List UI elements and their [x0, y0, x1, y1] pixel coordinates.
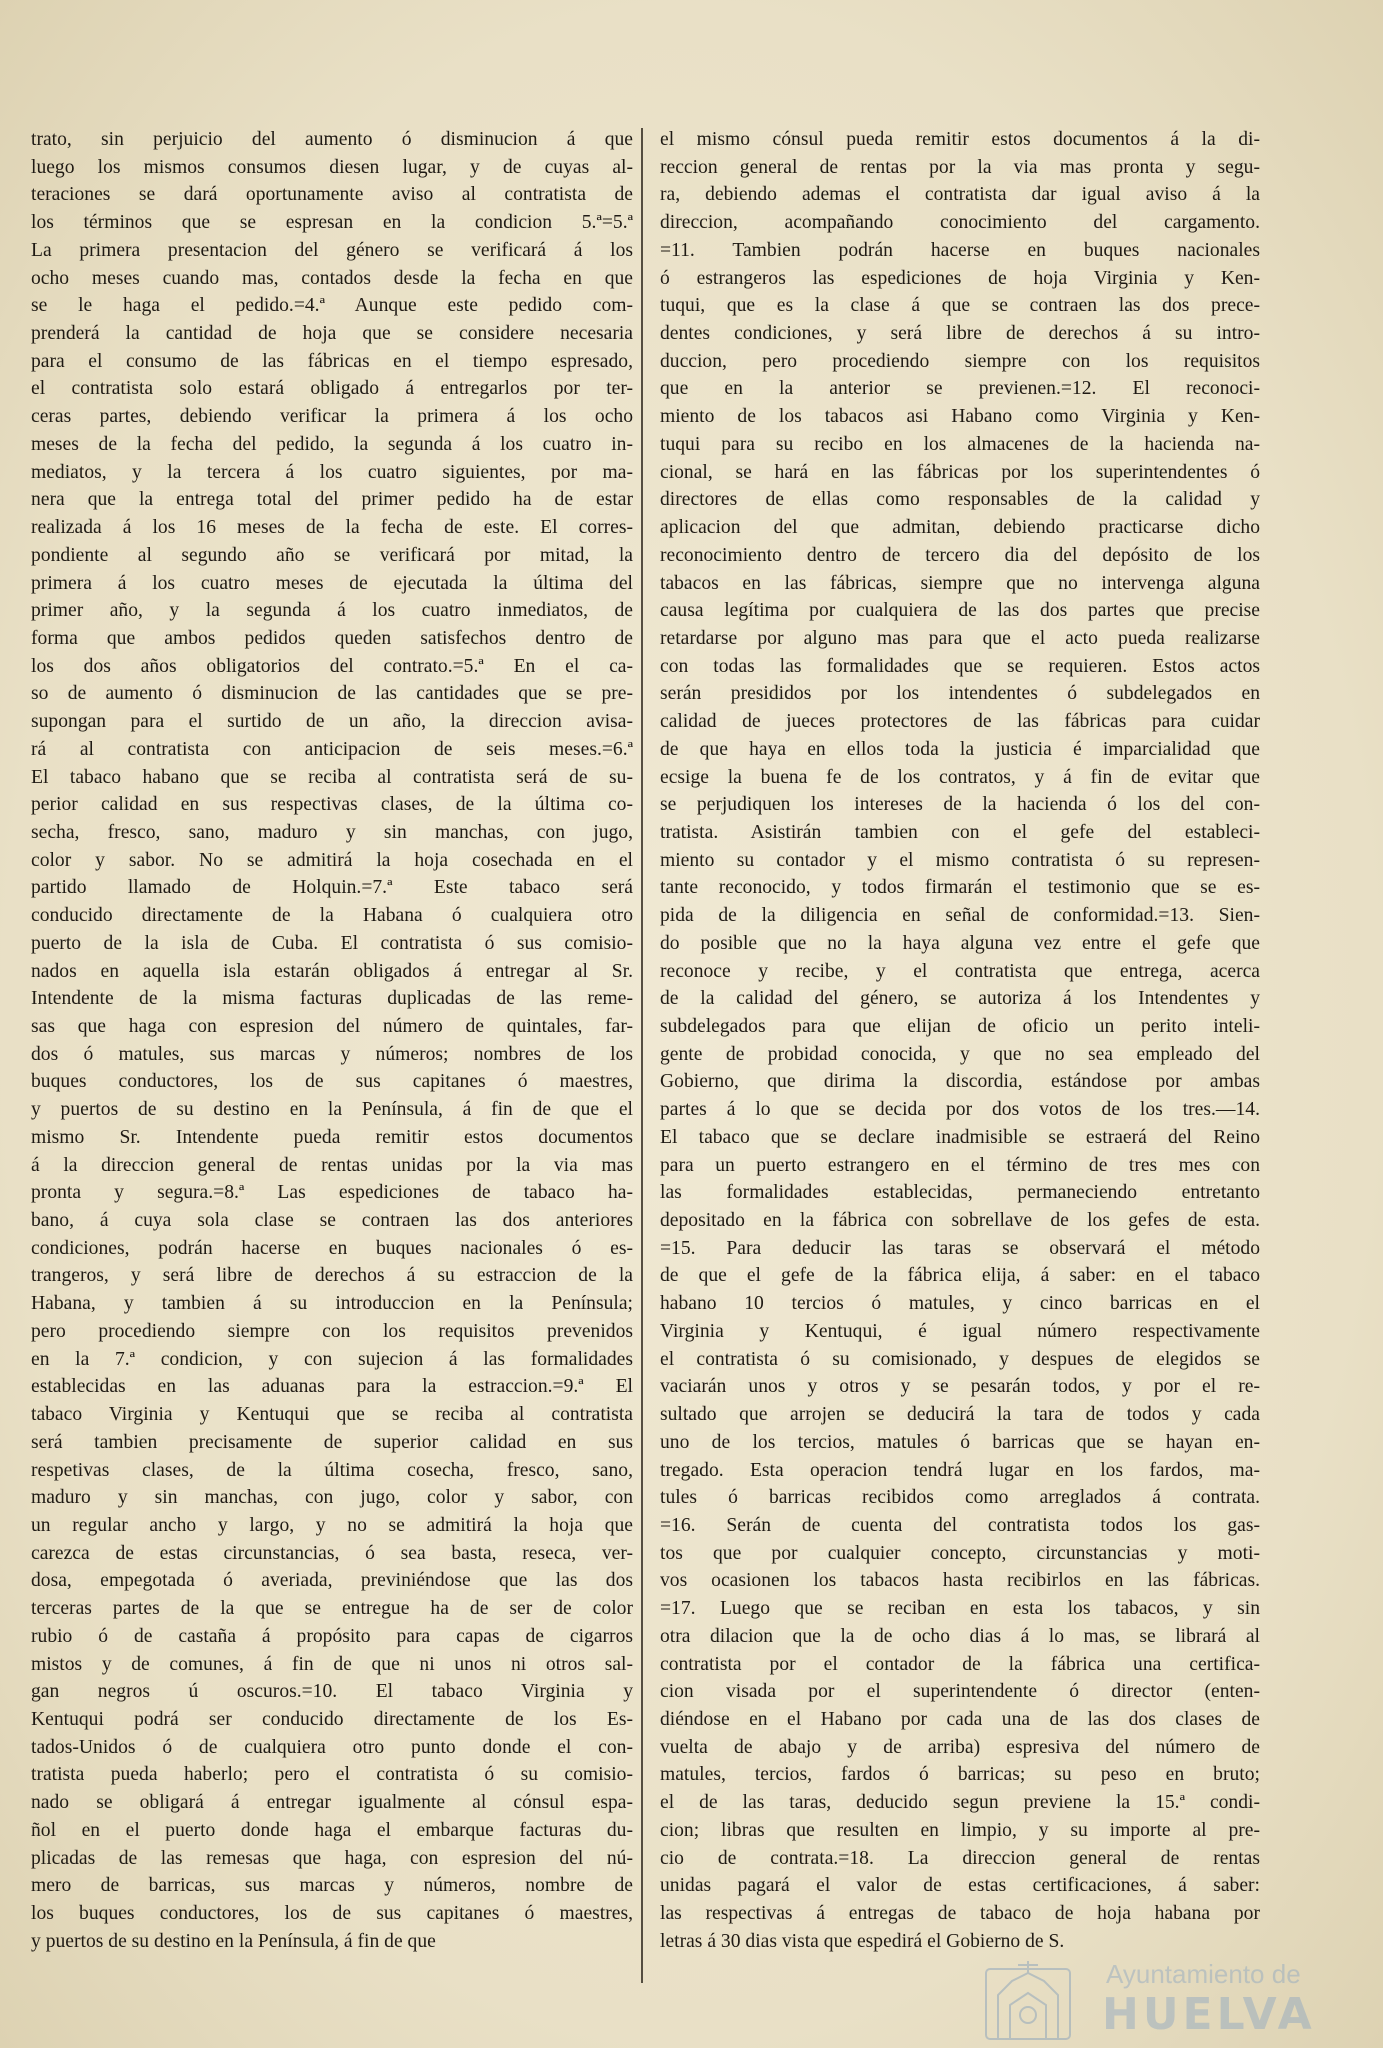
- text-line: de la calidad del género, se autoriza á los Intendentes y: [660, 988, 1260, 1010]
- watermark-line2: HUELVA: [1102, 1989, 1316, 2040]
- text-line: aplicacion del que admitan, debiendo practicarse dicho: [660, 517, 1260, 539]
- text-line: el de las taras, deducido segun previene la 15.ª condi-: [660, 1792, 1260, 1814]
- text-line: de que el gefe de la fábrica elija, á saber: en el tabaco: [660, 1265, 1260, 1287]
- text-line: luego los mismos consumos diesen lugar, y de cuyas al-: [31, 156, 633, 178]
- text-line: el contratista solo estará obligado á entregarlos por ter-: [31, 378, 633, 400]
- column-divider: [641, 128, 643, 1983]
- right-text-column: [660, 126, 1260, 1955]
- text-line: respetivas clases, de la última cosecha, fresco, sano,: [31, 1459, 633, 1481]
- text-line: miento de los tabacos asi Habano como Virginia y Ken-: [660, 406, 1260, 428]
- text-line: buques conductores, los de sus capitanes ó maestres,: [31, 1071, 633, 1093]
- text-line: ocho meses cuando mas, contados desde la fecha en que: [31, 267, 633, 289]
- text-line: El tabaco que se declare inadmisible se estraerá del Reino: [660, 1126, 1260, 1148]
- text-line: diéndose en el Habano por cada una de las dos clases de: [660, 1708, 1260, 1730]
- text-line: cion visada por el superintendente ó director (enten-: [660, 1681, 1260, 1703]
- text-line: partido llamado de Holquin.=7.ª Este tabaco será: [31, 877, 633, 899]
- text-line: el contratista ó su comisionado, y despues de elegidos se: [660, 1348, 1260, 1370]
- text-line: serán presididos por los intendentes ó subdelegados en: [660, 683, 1260, 705]
- text-line: otra dilacion que la de ocho dias á lo mas, se librará al: [660, 1625, 1260, 1647]
- watermark-line1: Ayuntamiento de: [1106, 1959, 1301, 1989]
- text-line: =11. Tambien podrán hacerse en buques nacionales: [660, 239, 1260, 261]
- text-line: tos que por cualquier concepto, circunstancias y moti-: [660, 1542, 1260, 1564]
- text-line: mero de barricas, sus marcas y números, nombre de: [31, 1875, 633, 1897]
- text-line: tados-Unidos ó de cualquiera otro punto donde el con-: [31, 1736, 633, 1758]
- text-line: meses de la fecha del pedido, la segunda á los cuatro in-: [31, 433, 633, 455]
- text-line: rá al contratista con anticipacion de seis meses.=6.ª: [31, 738, 633, 760]
- text-line: nados en aquella isla estarán obligados á entregar al Sr.: [31, 960, 633, 982]
- text-line: do posible que no la haya alguna vez entre el gefe que: [660, 932, 1260, 954]
- text-line: contratista por el contador de la fábrica una certifica-: [660, 1653, 1260, 1675]
- text-line: las respectivas á entregas de tabaco de hoja habana por: [660, 1903, 1260, 1924]
- text-line: letras á 30 dias vista que espedirá el Gobierno de S.: [660, 1930, 1065, 1952]
- huelva-watermark: [968, 1955, 1328, 2043]
- text-line: dosa, empegotada ó averiada, previniéndose que las dos: [31, 1570, 633, 1592]
- text-line: tules ó barricas recibidos como arreglados á contrata.: [660, 1487, 1260, 1509]
- text-line: prenderá la cantidad de hoja que se considere necesaria: [31, 323, 633, 345]
- left-text-column: [31, 126, 633, 1955]
- text-line: condiciones, podrán hacerse en buques nacionales ó es-: [31, 1237, 633, 1259]
- text-line: ceras partes, debiendo verificar la primera á los ocho: [31, 406, 633, 428]
- text-line: El tabaco habano que se reciba al contratista será de su-: [31, 766, 633, 788]
- text-line: tuqui para su recibo en los almacenes de la hacienda na-: [660, 433, 1260, 455]
- text-line: carezca de estas circunstancias, ó sea basta, reseca, ver-: [31, 1542, 633, 1564]
- text-line: y puertos de su destino en la Península, á fin de que el: [31, 1099, 633, 1121]
- text-line: tabacos en las fábricas, siempre que no intervenga alguna: [660, 572, 1260, 594]
- text-line: un regular ancho y largo, y no se admitirá la hoja que: [31, 1514, 633, 1536]
- text-line: cion; libras que resulten en limpio, y su importe al pre-: [660, 1819, 1260, 1841]
- text-line: primer año, y la segunda á los cuatro inmediatos, de: [31, 600, 633, 622]
- text-line: secha, fresco, sano, maduro y sin manchas, con jugo,: [31, 821, 633, 843]
- text-line: será tambien precisamente de superior calidad en sus: [31, 1431, 633, 1453]
- text-line: plicadas de las remesas que haga, con espresion del nú-: [31, 1847, 633, 1869]
- text-line: Virginia y Kentuqui, é igual número respectivamente: [660, 1320, 1260, 1342]
- coat-of-arms-icon: [968, 1955, 1088, 2043]
- text-line: el mismo cónsul pueda remitir estos documentos á la di-: [660, 129, 1260, 150]
- text-line: tante reconocido, y todos firmarán el testimonio que se es-: [660, 877, 1260, 899]
- text-line: cional, se hará en las fábricas por los superintendentes ó: [660, 461, 1260, 483]
- text-line: partes á lo que se decida por dos votos de los tres.—14.: [660, 1099, 1260, 1121]
- text-line: miento su contador y el mismo contratista ó su represen-: [660, 849, 1260, 871]
- text-line: cio de contrata.=18. La direccion general de rentas: [660, 1847, 1260, 1869]
- text-line: teraciones se dará oportunamente aviso al contratista de: [31, 184, 633, 206]
- text-line: puerto de la isla de Cuba. El contratista ó sus comisio-: [31, 932, 633, 954]
- text-line: á la direccion general de rentas unidas por la via mas: [31, 1154, 633, 1176]
- text-line: los dos años obligatorios del contrato.=5.ª En el ca-: [31, 655, 633, 677]
- text-line: que en la anterior se previenen.=12. El reconoci-: [660, 378, 1260, 400]
- text-line: so de aumento ó disminucion de las cantidades que se pre-: [31, 683, 633, 705]
- text-line: los buques conductores, los de sus capitanes ó maestres,: [31, 1903, 633, 1924]
- text-line: supongan para el surtido de un año, la direccion avisa-: [31, 711, 633, 733]
- text-line: calidad de jueces protectores de las fábricas para cuidar: [660, 711, 1260, 733]
- text-line: mediatos, y la tercera á los cuatro siguientes, por ma-: [31, 461, 633, 483]
- text-line: duccion, pero procediendo siempre con los requisitos: [660, 350, 1260, 372]
- text-line: dentes condiciones, y será libre de derechos á su intro-: [660, 323, 1260, 345]
- text-line: dos ó matules, sus marcas y números; nombres de los: [31, 1043, 633, 1065]
- text-line: Gobierno, que dirima la discordia, estándose por ambas: [660, 1071, 1260, 1093]
- text-line: sas que haga con espresion del número de quintales, far-: [31, 1016, 633, 1037]
- text-line: color y sabor. No se admitirá la hoja cosechada en el: [31, 849, 633, 871]
- text-line: tuqui, que es la clase á que se contraen las dos prece-: [660, 295, 1260, 317]
- text-line: causa legítima por cualquiera de las dos partes que precise: [660, 600, 1260, 622]
- text-line: para el consumo de las fábricas en el tiempo espresado,: [31, 350, 633, 372]
- text-line: rubio ó de castaña á propósito para capas de cigarros: [31, 1625, 633, 1647]
- text-line: los términos que se espresan en la condicion 5.ª=5.ª: [31, 212, 633, 234]
- text-line: pida de la diligencia en señal de conformidad.=13. Sien-: [660, 905, 1260, 927]
- text-line: tratista. Asistirán tambien con el gefe del estableci-: [660, 821, 1260, 843]
- text-line: forma que ambos pedidos queden satisfechos dentro de: [31, 627, 633, 649]
- text-line: realizada á los 16 meses de la fecha de este. El corres-: [31, 517, 633, 539]
- text-line: primera á los cuatro meses de ejecutada la última del: [31, 572, 633, 594]
- text-line: sultado que arrojen se deducirá la tara de todos y cada: [660, 1404, 1260, 1426]
- text-line: depositado en la fábrica con sobrellave de los gefes de esta.: [660, 1210, 1260, 1232]
- text-line: trangeros, y será libre de derechos á su estraccion de la: [31, 1265, 633, 1287]
- text-line: habano 10 tercios ó matules, y cinco barricas en el: [660, 1293, 1260, 1315]
- text-line: mismo Sr. Intendente pueda remitir estos documentos: [31, 1126, 633, 1148]
- text-line: conducido directamente de la Habana ó cualquiera otro: [31, 905, 633, 927]
- text-line: perior calidad en sus respectivas clases, de la última co-: [31, 794, 633, 816]
- text-line: trato, sin perjuicio del aumento ó disminucion á que: [31, 129, 633, 150]
- text-line: tabaco Virginia y Kentuqui que se reciba al contratista: [31, 1404, 633, 1426]
- text-line: terceras partes de la que se entregue ha de ser de color: [31, 1598, 633, 1620]
- text-line: directores de ellas como responsables de la calidad y: [660, 489, 1260, 511]
- text-line: Intendente de la misma facturas duplicadas de las reme-: [31, 988, 633, 1010]
- text-line: gente de probidad conocida, y que no sea empleado del: [660, 1043, 1260, 1065]
- text-line: ecsige la buena fe de los contratos, y á fin de evitar que: [660, 766, 1260, 788]
- text-line: =15. Para deducir las taras se observará el método: [660, 1237, 1260, 1259]
- text-line: de que haya en ellos toda la justicia é imparcialidad que: [660, 738, 1260, 760]
- text-line: La primera presentacion del género se verificará á los: [31, 239, 633, 261]
- text-line: tratista pueda haberlo; pero el contratista ó su comisio-: [31, 1764, 633, 1786]
- text-line: Habana, y tambien á su introduccion en la Península;: [31, 1293, 633, 1315]
- text-line: nera que la entrega total del primer pedido ha de estar: [31, 489, 633, 511]
- text-line: tregado. Esta operacion tendrá lugar en los fardos, ma-: [660, 1459, 1260, 1481]
- text-line: =17. Luego que se reciban en esta los tabacos, y sin: [660, 1598, 1260, 1620]
- text-line: vos ocasionen los tabacos hasta recibirlos en las fábricas.: [660, 1570, 1260, 1592]
- text-line: se le haga el pedido.=4.ª Aunque este pedido com-: [31, 295, 633, 317]
- text-line: bano, á cuya sola clase se contraen las dos anteriores: [31, 1210, 633, 1232]
- text-line: establecidas en las aduanas para la estraccion.=9.ª El: [31, 1376, 633, 1398]
- text-line: pondiente al segundo año se verificará por mitad, la: [31, 544, 633, 566]
- text-line: nado se obligará á entregar igualmente al cónsul espa-: [31, 1792, 633, 1814]
- text-line: en la 7.ª condicion, y con sujecion á las formalidades: [31, 1348, 633, 1370]
- text-line: ra, debiendo ademas el contratista dar igual aviso á la: [660, 184, 1260, 206]
- text-line: =16. Serán de cuenta del contratista todos los gas-: [660, 1514, 1260, 1536]
- text-line: con todas las formalidades que se requieren. Estos actos: [660, 655, 1260, 677]
- text-line: matules, tercios, fardos ó barricas; su peso en bruto;: [660, 1764, 1260, 1786]
- text-line: subdelegados para que elijan de oficio un perito inteli-: [660, 1016, 1260, 1037]
- text-line: unidas pagará el valor de estas certificaciones, á saber:: [660, 1875, 1260, 1897]
- text-line: Kentuqui podrá ser conducido directamente de los Es-: [31, 1708, 633, 1730]
- text-line: vuelta de abajo y de arriba) espresiva del número de: [660, 1736, 1260, 1758]
- text-line: uno de los tercios, matules ó barricas que se hayan en-: [660, 1431, 1260, 1453]
- text-line: ñol en el puerto donde haga el embarque facturas du-: [31, 1819, 633, 1841]
- text-line: reccion general de rentas por la via mas pronta y segu-: [660, 156, 1260, 178]
- text-line: para un puerto estrangero en el término de tres mes con: [660, 1154, 1260, 1176]
- text-line: maduro y sin manchas, con jugo, color y sabor, con: [31, 1487, 633, 1509]
- text-line: reconocimiento dentro de tercero dia del depósito de los: [660, 544, 1260, 566]
- text-line: pronta y segura.=8.ª Las espediciones de tabaco ha-: [31, 1182, 633, 1204]
- text-line: gan negros ú oscuros.=10. El tabaco Virginia y: [31, 1681, 633, 1703]
- text-line: y puertos de su destino en la Península, á fin de que: [31, 1930, 436, 1952]
- text-line: se perjudiquen los intereses de la hacienda ó los del con-: [660, 794, 1260, 816]
- text-line: retardarse por alguno mas para que el acto pueda realizarse: [660, 627, 1260, 649]
- text-line: direccion, acompañando conocimiento del cargamento.: [660, 212, 1260, 234]
- text-line: reconoce y recibe, y el contratista que entrega, acerca: [660, 960, 1260, 982]
- text-line: mistos y de comunes, á fin de que ni unos ni otros sal-: [31, 1653, 633, 1675]
- text-line: ó estrangeros las espediciones de hoja Virginia y Ken-: [660, 267, 1260, 289]
- text-line: las formalidades establecidas, permaneciendo entretanto: [660, 1182, 1260, 1204]
- text-line: pero procediendo siempre con los requisitos prevenidos: [31, 1320, 633, 1342]
- text-line: vaciarán unos y otros y se pesarán todos, y por el re-: [660, 1376, 1260, 1398]
